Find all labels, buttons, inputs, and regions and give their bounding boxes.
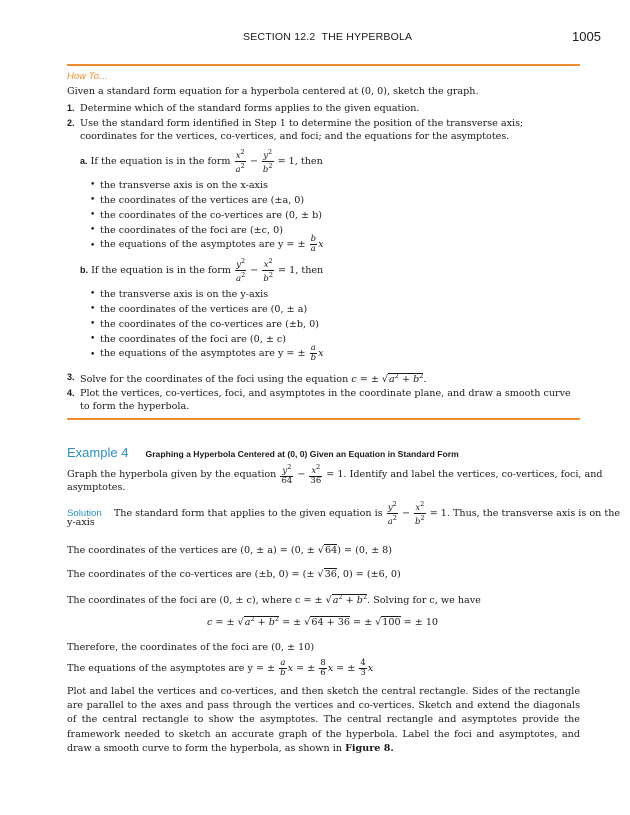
covertices-line: The coordinates of the co-vertices are (±b, 0) = (± √36, 0) = (±6, 0)	[67, 569, 401, 580]
bullet-dot: •	[90, 195, 96, 205]
case-b-tail: = 1, then	[278, 264, 324, 276]
vertices-end: ) = (0, ± 8)	[337, 545, 393, 556]
solution-tail: = 1. Thus, the transverse axis is on the	[429, 507, 621, 519]
solution-fraction-2: $\frac{x^2}{b^2}$	[415, 500, 425, 527]
bullet-dot: •	[90, 289, 96, 299]
case-b-lead: If the equation is in the form	[91, 264, 231, 276]
example-title: Graphing a Hyperbola Centered at (0, 0) Given an Equation in Standard Form	[145, 449, 459, 459]
covertices-end: , 0) = (±6, 0)	[336, 569, 401, 580]
step-1-text: Determine which of the standard forms applies to the given equation.	[80, 103, 420, 114]
case-b-fraction-2: $\frac{x^2}{b^2}$	[263, 257, 273, 284]
example-prompt-lead: Graph the hyperbola given by the equation	[67, 468, 277, 480]
case-a-bullet-4: the coordinates of the foci are (±c, 0)	[100, 225, 283, 236]
step-3-number: 3.	[67, 372, 75, 382]
foci-tail: . Solving for c, we have	[367, 595, 481, 607]
case-a-asymptote-text: the equations of the asymptotes are y = ±	[100, 239, 306, 250]
asymptote-fraction-86: $\frac{8}{6}$	[320, 658, 326, 678]
case-a-line: a. If the equation is in the form $\frac{x^2}{a^2}$ − $\frac{y^2}{b^2}$ = 1, then	[80, 148, 323, 175]
case-a-bullet-5: the equations of the asymptotes are y = ± $\frac{b}{a}$ x	[100, 234, 324, 254]
solution-fraction-1: $\frac{y^2}{a^2}$	[387, 500, 397, 527]
covertices-lead: The coordinates of the co-vertices are (±b, 0) = (±	[67, 569, 315, 580]
bullet-dot: •	[90, 180, 96, 190]
step-3-text: Solve for the coordinates of the foci using the equation c = ± $√a^2 + b^2$.	[80, 372, 427, 386]
section-number: SECTION 12.2	[243, 31, 316, 43]
asymptotes-line: The equations of the asymptotes are y = ± $\frac{a}{b}$ x = ± $\frac{8}{6}$ x = ± $\frac{4}{3}$ x	[67, 658, 374, 678]
solution-line2: y-axis	[67, 517, 95, 528]
case-a-bullet-1: the transverse axis is on the x-axis	[100, 180, 268, 191]
case-b-fraction-1: $\frac{y^2}{a^2}$	[236, 257, 246, 284]
section-title: THE HYPERBOLA	[321, 31, 413, 43]
page-number: 1005	[572, 29, 601, 44]
howto-label: How To…	[67, 71, 109, 82]
example-fraction-x: $\frac{x^2}{36}$	[310, 463, 322, 486]
vertices-lead: The coordinates of the vertices are (0, ± a) = (0, ±	[67, 545, 315, 556]
case-b-asymptote-text: the equations of the asymptotes are y = ±	[100, 348, 306, 359]
bullet-dot: •	[90, 304, 96, 314]
figure-reference[interactable]: Figure 8.	[345, 742, 394, 754]
solution-label: Solution	[67, 507, 102, 519]
asymptote-fraction-ab: $\frac{a}{b}$	[280, 658, 286, 678]
solution-line: Solution The standard form that applies to the given equation is $\frac{y^2}{a^2}$ − $\frac{x^2}{b^2}$ = 1. Thus, the transverse axis is on the	[67, 500, 621, 527]
closing-paragraph	[67, 685, 580, 756]
case-a-bullet-3: the coordinates of the co-vertices are (0, ± b)	[100, 210, 322, 221]
step-2-text: Use the standard form identified in Step 1 to determine the position of the transverse axis; coordinates for the vertices, co-vertices, and foci; and the equations for the asymptotes.	[80, 118, 524, 142]
case-b-line: b. If the equation is in the form $\frac{y^2}{a^2}$ − $\frac{x^2}{b^2}$ = 1, then	[80, 257, 324, 284]
example-prompt-line2: asymptotes.	[67, 482, 126, 493]
case-a-tail: = 1, then	[277, 155, 323, 167]
case-b-bullet-1: the transverse axis is on the y-axis	[100, 289, 269, 300]
example-heading	[67, 442, 459, 461]
example-label: Example 4	[67, 445, 129, 460]
vertices-line: The coordinates of the vertices are (0, ± a) = (0, ± √64) = (0, ± 8)	[67, 545, 393, 556]
bullet-dot: •	[90, 350, 96, 360]
example-fraction-y: $\frac{y^2}{64}$	[281, 463, 293, 486]
case-a-bullet-2: the coordinates of the vertices are (±a, 0)	[100, 195, 305, 206]
case-a-lead: If the equation is in the form	[90, 155, 231, 167]
asymptote-fraction-43: $\frac{4}{3}$	[360, 658, 366, 678]
case-a-fraction-1: $\frac{x^2}{a^2}$	[235, 148, 245, 175]
foci-computation: c = ± $√a^2 + b^2$ = ± √64 + 36 = ± √100 = ± 10	[207, 615, 439, 629]
step-4-text: Plot the vertices, co-vertices, foci, and asymptotes in the coordinate plane, and draw a smooth curve to form the hyperbola.	[80, 388, 571, 412]
bullet-dot: •	[90, 319, 96, 329]
asymptotes-lead: The equations of the asymptotes are y = ±	[67, 663, 276, 674]
running-header	[243, 31, 412, 43]
solution-lead: The standard form that applies to the given equation is	[113, 507, 383, 519]
case-b-bullet-3: the coordinates of the co-vertices are (±b, 0)	[100, 319, 319, 330]
bullet-dot: •	[90, 334, 96, 344]
closing-text: Plot and label the vertices and co-vertices, and then sketch the central rectangle. Sides of the rectangle are parallel to the axes and pass through the vertices and co-vertices. Sketch and extend the diagonals of the central rectangle to show the asymptotes. The central rectangle and asymptotes provide the framework needed to sketch an accurate graph of the hyperbola. Label the foci and asymptotes, and draw a smooth curve to form the hyperbola, as shown in	[67, 686, 580, 754]
case-b-bullet-2: the coordinates of the vertices are (0, ± a)	[100, 304, 308, 315]
bullet-dot: •	[90, 210, 96, 220]
example-prompt: Graph the hyperbola given by the equation $\frac{y^2}{64}$ − $\frac{x^2}{36}$ = 1. Identify and label the vertices, co-vertices, foci, and	[67, 463, 603, 486]
example-prompt-tail: = 1. Identify and label the vertices, co-vertices, foci, and	[326, 468, 603, 480]
case-a-fraction-2: $\frac{y^2}{b^2}$	[262, 148, 273, 175]
step-3-lead: Solve for the coordinates of the foci using the equation	[80, 374, 349, 386]
case-a-asymptote-fraction: $\frac{b}{a}$	[310, 234, 317, 254]
foci-line: The coordinates of the foci are (0, ± c), where c = ± $√a^2 + b^2$. Solving for c, we have	[67, 593, 481, 607]
foci-lead: The coordinates of the foci are (0, ± c), where c = ±	[67, 595, 323, 607]
foci-result: Therefore, the coordinates of the foci are (0, ± 10)	[67, 642, 315, 653]
howto-top-rule	[67, 64, 580, 66]
case-a-label: a.	[80, 155, 88, 166]
case-b-label: b.	[80, 264, 88, 275]
howto-bottom-rule	[67, 418, 580, 420]
step-1-number: 1.	[67, 103, 75, 113]
bullet-dot: •	[90, 241, 96, 251]
step-2-number: 2.	[67, 118, 75, 128]
case-b-asymptote-fraction: $\frac{a}{b}$	[310, 343, 317, 363]
bullet-dot: •	[90, 225, 96, 235]
case-b-bullet-4: the coordinates of the foci are (0, ± c)	[100, 334, 287, 345]
step-4-number: 4.	[67, 388, 75, 398]
howto-intro: Given a standard form equation for a hyperbola centered at (0, 0), sketch the graph.	[67, 86, 479, 97]
case-b-bullet-5: the equations of the asymptotes are y = ± $\frac{a}{b}$ x	[100, 343, 324, 363]
